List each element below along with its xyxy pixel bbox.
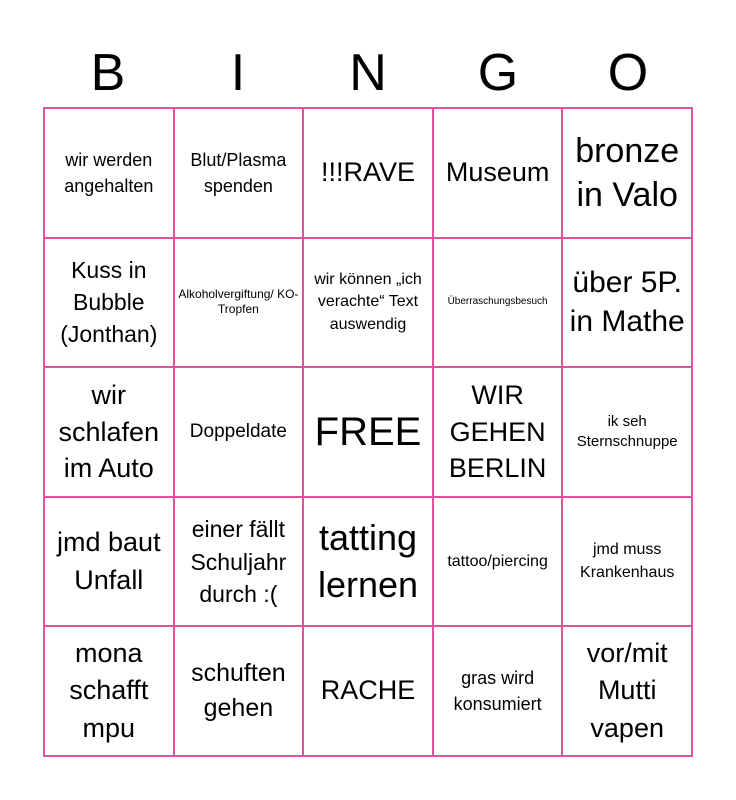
bingo-cell[interactable] (562, 108, 692, 238)
bingo-cell-free[interactable] (303, 367, 433, 497)
cell-text: jmd muss Krankenhaus (580, 541, 675, 581)
cell-text: Doppeldate (189, 420, 287, 442)
cell-text: jmd baut Unfall (57, 526, 161, 595)
cell-text: wir werden angehalten (64, 149, 154, 196)
cell-text: gras wird konsumiert (453, 668, 542, 715)
cell-text: wir können „ich verachte“ Text auswendig (314, 270, 422, 333)
cell-text: schuften gehen (191, 659, 286, 723)
bingo-grid (43, 107, 693, 757)
bingo-cell[interactable] (174, 497, 304, 627)
bingo-cell[interactable] (174, 108, 304, 238)
cell-text: Museum (445, 156, 550, 187)
bingo-cell[interactable] (562, 626, 692, 756)
cell-text: Überraschungsbesuch (447, 296, 548, 308)
free-space-text: FREE (314, 409, 422, 454)
bingo-cell[interactable] (44, 238, 174, 368)
bingo-cell[interactable] (433, 108, 563, 238)
cell-text: Kuss in Bubble (Jonthan) (60, 257, 158, 348)
bingo-cell[interactable] (303, 626, 433, 756)
cell-text: Alkoholvergiftung/ KO-Tropfen (178, 286, 299, 317)
bingo-cell[interactable] (303, 497, 433, 627)
bingo-cell[interactable] (174, 367, 304, 497)
bingo-cell[interactable] (433, 238, 563, 368)
cell-text: !!!RAVE (320, 156, 415, 187)
cell-text: WIR GEHEN BERLIN (448, 380, 547, 484)
bingo-header (43, 38, 693, 108)
cell-text: tatting lernen (317, 516, 419, 605)
bingo-cell[interactable] (44, 626, 174, 756)
bingo-cell[interactable] (562, 367, 692, 497)
bingo-cell[interactable] (433, 626, 563, 756)
header-letter-n: N (349, 44, 387, 102)
cell-text: ik seh Sternschnuppe (576, 412, 678, 450)
bingo-cell[interactable] (44, 108, 174, 238)
cell-text: bronze in Valo (575, 131, 680, 214)
header-letter-o: O (607, 44, 649, 102)
cell-text: mona schafft mpu (69, 637, 149, 744)
bingo-cell[interactable] (562, 497, 692, 627)
header-letter-i: I (230, 44, 246, 102)
cell-text: vor/mit Mutti vapen (586, 637, 668, 744)
cell-text: Blut/Plasma spenden (190, 149, 287, 196)
bingo-cell[interactable] (174, 626, 304, 756)
bingo-cell[interactable] (433, 367, 563, 497)
header-letter-b: B (90, 44, 126, 102)
bingo-cell[interactable] (44, 367, 174, 497)
cell-text: über 5P. in Mathe (569, 266, 685, 339)
bingo-cell[interactable] (303, 108, 433, 238)
cell-text: wir schlafen im Auto (58, 380, 160, 484)
cell-text: RACHE (320, 675, 416, 706)
cell-text: tattoo/piercing (447, 552, 548, 570)
bingo-cell[interactable] (303, 238, 433, 368)
bingo-cell[interactable] (562, 238, 692, 368)
bingo-cell[interactable] (174, 238, 304, 368)
header-letter-g: G (477, 44, 519, 102)
bingo-cell[interactable] (44, 497, 174, 627)
cell-text: einer fällt Schuljahr durch :( (190, 516, 287, 607)
bingo-cell[interactable] (433, 497, 563, 627)
